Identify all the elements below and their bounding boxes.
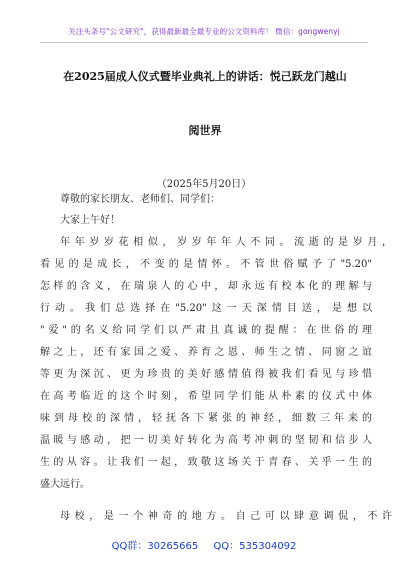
footer-qq-group: QQ群：30265665 xyxy=(111,541,199,552)
document-title-line2: 阅世界 xyxy=(188,124,222,137)
body-line: 味到母校的深情，轻抚各下紧张的神经，细数三年来的 xyxy=(40,413,372,424)
body-line: 行动。我们总选择在"5.20"这一天深情目送，是想以 xyxy=(40,303,372,314)
body-line: 母校，是一个神奇的地方。自己可以肆意调侃，不许 xyxy=(60,511,392,522)
body-line: 盛大远行。 xyxy=(40,479,90,490)
footer-qq: QQ：535304092 xyxy=(213,541,297,552)
body-line: 怎样的含义，在瑞泉人的心中，却永远有校本化的理解与 xyxy=(40,281,372,292)
salutation-line: 尊敬的家长朋友、老师们、同学们： xyxy=(60,194,220,205)
header-divider xyxy=(40,42,368,43)
document-title-line1: 在2025届成人仪式暨毕业典礼上的讲话：悦己跃龙门越山 xyxy=(63,70,347,83)
body-line: 看见的是成长，不变的是情怀。不管世俗赋予了"5.20" xyxy=(40,259,372,270)
header-notice: 关注头条号"公文研究"，获得最新最全最专业的公文资料库！ 微信：gongwenyj xyxy=(68,27,340,36)
body-line: 温暖与感动，把一切美好转化为高考冲刺的坚韧和信步人 xyxy=(40,435,372,446)
footer-contact xyxy=(0,537,408,552)
body-line: 年年岁岁花相似，岁岁年年人不同。流逝的是岁月， xyxy=(60,237,392,248)
body-line: "爱"的名义给同学们以严肃且真诚的提醒：在世俗的理 xyxy=(40,325,372,336)
body-line: 等更为深沉、更为珍贵的美好感情值得被我们看见与珍惜 xyxy=(40,369,372,380)
body-line: 在高考临近的这个时刻，希望同学们能从朴素的仪式中体 xyxy=(40,391,372,402)
greeting-line: 大家上午好！ xyxy=(60,215,120,226)
body-line: 生的从容。让我们一起，致敬这场关于青春、关乎一生的 xyxy=(40,457,372,468)
body-line: 解之上，还有家国之爱、养育之恩、师生之情、同窗之谊 xyxy=(40,347,372,358)
document-date: （2025年5月20日） xyxy=(156,179,252,190)
